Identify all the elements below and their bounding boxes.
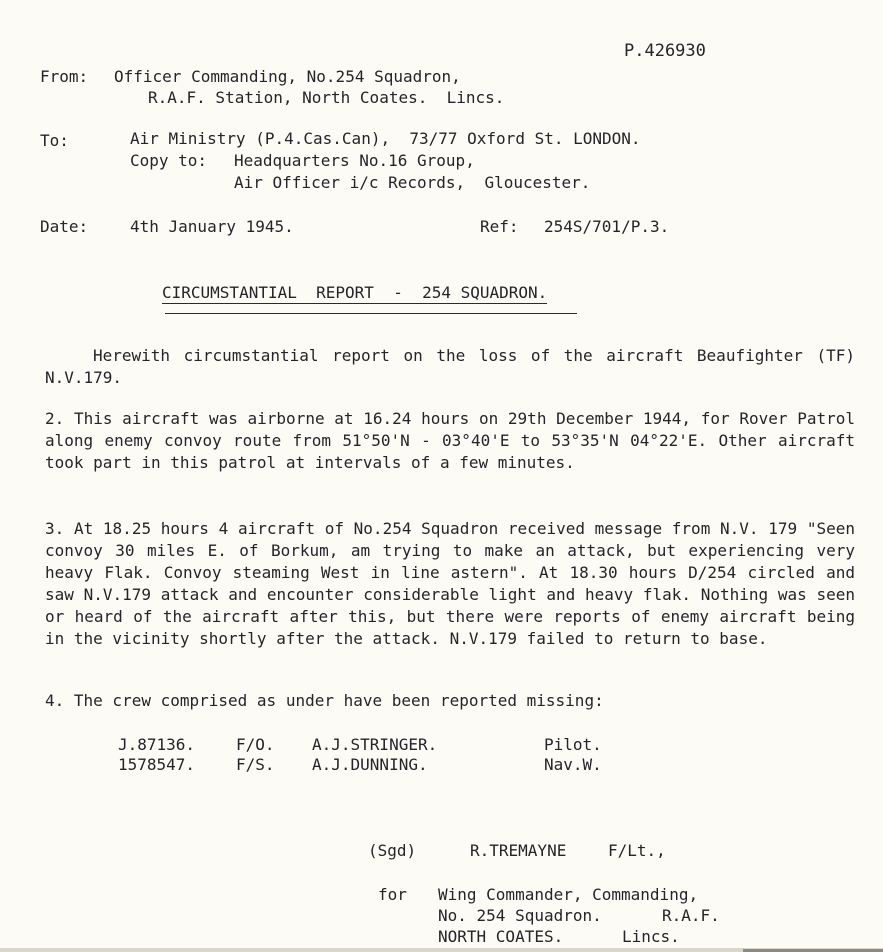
title-rule (165, 313, 577, 314)
signature-line-2: No. 254 Squadron. (438, 906, 602, 925)
reference-number: P.426930 (624, 41, 706, 61)
crew-name: A.J.DUNNING. (312, 755, 428, 774)
crew-role: Nav.W. (544, 755, 602, 774)
ref-value: 254S/701/P.3. (544, 217, 670, 236)
crew-role: Pilot. (544, 735, 602, 754)
crew-rank: F/O. (236, 735, 275, 754)
ref-label: Ref: (480, 217, 519, 236)
for-label: for (378, 885, 407, 904)
from-line-1: Officer Commanding, No.254 Squadron, (114, 67, 461, 86)
to-label: To: (40, 131, 69, 150)
intro-paragraph: Herewith circumstantial report on the loss of the aircraft Beaufighter (TF) N.V.179. (45, 346, 855, 387)
paragraph-4: 4. The crew comprised as under have been reported missing: (45, 691, 604, 710)
signature-line-1: Wing Commander, Commanding, (438, 885, 699, 904)
signatory-name: R.TREMAYNE (470, 841, 567, 860)
signature-line-3: NORTH COATES. (438, 927, 564, 946)
signature-line-2-unit: R.A.F. (662, 906, 720, 925)
crew-number: 1578547. (118, 755, 196, 774)
signed-marker: (Sgd) (368, 841, 417, 860)
to-line-1: Air Ministry (P.4.Cas.Can), 73/77 Oxford St. LONDON. (130, 129, 641, 148)
date-label: Date: (40, 217, 89, 236)
report-title-text: CIRCUMSTANTIAL REPORT - 254 SQUADRON. (162, 283, 548, 302)
signatory-rank: F/Lt., (608, 841, 666, 860)
crew-number: J.87136. (118, 735, 196, 754)
signature-line-3-county: Lincs. (622, 927, 680, 946)
crew-name: A.J.STRINGER. (312, 735, 438, 754)
report-title (162, 282, 547, 304)
from-line-2: R.A.F. Station, North Coates. Lincs. (148, 88, 505, 107)
from-label: From: (40, 67, 89, 86)
date-value: 4th January 1945. (130, 217, 294, 236)
copy-to-line-1: Headquarters No.16 Group, (234, 151, 475, 170)
copy-to-line-2: Air Officer i/c Records, Gloucester. (234, 173, 591, 192)
crew-rank: F/S. (236, 755, 275, 774)
paragraph-2: 2. This aircraft was airborne at 16.24 hours on 29th December 1944, for Rover Patrol along enemy convoy route from 51°50'N - 03°40'E to 53°35'N 04°22'E. Other aircraft took part in this patrol at intervals of a few minutes. (45, 409, 855, 472)
paragraph-3: 3. At 18.25 hours 4 aircraft of No.254 Squadron received message from N.V. 179 "Seen convoy 30 miles E. of Borkum, am trying to make an attack, but experiencing very heavy Flak. Convoy steaming West in line astern". At 18.30 hours D/254 circled and saw N.V.179 attack and encounter considerable light and heavy flak. Nothing was seen or heard of the aircraft after this, but there were reports of enemy aircraft being in the vicinity shortly after the attack. N.V.179 failed to return to base. (45, 519, 855, 648)
copy-to-label: Copy to: (130, 151, 208, 170)
